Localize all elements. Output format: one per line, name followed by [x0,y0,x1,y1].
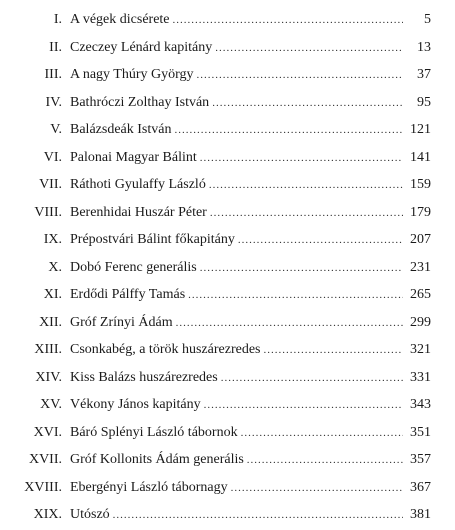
chapter-title-wrap [70,446,403,475]
chapter-title: Dobó Ferenc generális [70,259,197,275]
toc-row-13 [0,336,455,364]
toc-row-14 [0,364,455,392]
toc-row-4 [0,89,455,117]
chapter-title: Kiss Balázs huszárezredes [70,369,218,385]
chapter-title-wrap [70,144,403,173]
chapter-title-wrap [70,61,403,90]
page-number: 159 [410,177,431,192]
chapter-title: Gróf Kollonits Ádám generális [70,452,244,467]
chapter-title: A nagy Thúry György [70,67,194,82]
chapter-title-wrap [70,281,403,310]
page-number: 367 [410,479,431,495]
chapter-title: A végek dicsérete [70,12,170,27]
page-number: 381 [410,507,431,522]
chapter-title-wrap [70,501,403,530]
dot-leader [210,200,403,228]
toc-row-19 [0,501,455,529]
chapter-title: Utószó [70,507,110,522]
chapter-title-wrap [70,419,403,448]
chapter-number: VII. [39,177,62,192]
page-number: 299 [410,314,431,330]
chapter-title-wrap [70,6,403,35]
chapter-title: Berenhidai Huszár Péter [70,204,207,220]
chapter-title: Vékony János kapitány [70,397,201,412]
chapter-number: I. [53,12,62,27]
dot-leader [212,90,403,118]
dot-leader [200,145,403,173]
chapter-title: Balázsdeák István [70,122,172,137]
dot-leader [215,35,403,63]
chapter-title-wrap [70,89,403,118]
page-number: 5 [424,12,431,27]
toc-row-12 [0,309,455,337]
chapter-title-wrap [70,34,403,63]
chapter-number: VI. [43,149,62,165]
chapter-title: Báró Splényi László tábornok [70,424,238,440]
page-number: 343 [410,397,431,412]
toc-row-18 [0,474,455,502]
chapter-title-wrap [70,116,403,145]
page-number: 231 [410,259,431,275]
toc-row-17 [0,446,455,474]
table-of-contents [0,6,455,529]
dot-leader [176,310,403,338]
chapter-number: XIV. [35,369,62,385]
chapter-title: Palonai Magyar Bálint [70,149,197,165]
chapter-number: XVIII. [24,479,62,495]
chapter-number: XVII. [28,452,62,467]
chapter-number: VIII. [34,204,62,220]
page-number: 95 [417,94,431,110]
dot-leader [247,447,403,475]
toc-row-9 [0,226,455,254]
chapter-title-wrap [70,364,403,393]
dot-leader [204,392,403,420]
dot-leader [200,255,403,283]
page-number: 13 [417,39,431,55]
toc-row-16 [0,419,455,447]
chapter-number: IX. [43,232,62,247]
chapter-title-wrap [70,336,403,365]
page-number: 121 [410,122,431,137]
toc-row-3 [0,61,455,89]
chapter-number: II. [49,39,62,55]
chapter-title-wrap [70,254,403,283]
page-number: 351 [410,424,431,440]
dot-leader [263,337,403,365]
toc-row-2 [0,34,455,62]
chapter-number: XII. [39,314,62,330]
toc-row-5 [0,116,455,144]
page-number: 37 [417,67,431,82]
page-number: 141 [410,149,431,165]
page-number: 179 [410,204,431,220]
dot-leader [241,420,403,448]
chapter-title: Ebergényi László tábornagy [70,479,228,495]
chapter-number: XVI. [33,424,62,440]
chapter-title-wrap [70,391,403,420]
dot-leader [113,502,403,530]
chapter-number: V. [50,122,62,137]
chapter-number: XI. [43,287,62,302]
chapter-title: Gróf Zrínyi Ádám [70,314,173,330]
chapter-title: Prépostvári Bálint főkapitány [70,232,235,247]
page-number: 207 [410,232,431,247]
toc-row-7 [0,171,455,199]
dot-leader [174,117,403,145]
chapter-number: XV. [40,397,62,412]
chapter-number: XIX. [33,507,62,522]
chapter-number: XIII. [34,342,62,357]
chapter-title: Ráthoti Gyulaffy László [70,177,206,192]
page-number: 357 [410,452,431,467]
dot-leader [221,365,403,393]
dot-leader [231,475,403,503]
toc-row-11 [0,281,455,309]
chapter-title-wrap [70,474,403,503]
chapter-title-wrap [70,309,403,338]
chapter-title-wrap [70,199,403,228]
toc-row-10 [0,254,455,282]
chapter-number: IV. [45,94,62,110]
chapter-title: Csonkabég, a török huszárezredes [70,342,261,357]
page-number: 321 [410,342,431,357]
toc-row-6 [0,144,455,172]
page-number: 265 [410,287,431,302]
dot-leader [188,282,403,310]
toc-row-1 [0,6,455,34]
page-number: 331 [410,369,431,385]
chapter-title-wrap [70,171,403,200]
toc-row-8 [0,199,455,227]
chapter-title-wrap [70,226,403,255]
chapter-title: Erdődi Pálffy Tamás [70,287,186,302]
dot-leader [173,7,403,35]
dot-leader [209,172,403,200]
chapter-number: X. [48,259,62,275]
chapter-number: III. [44,67,62,82]
dot-leader [197,62,403,90]
toc-row-15 [0,391,455,419]
chapter-title: Bathróczi Zolthay István [70,94,210,110]
dot-leader [238,227,403,255]
chapter-title: Czeczey Lénárd kapitány [70,39,213,55]
